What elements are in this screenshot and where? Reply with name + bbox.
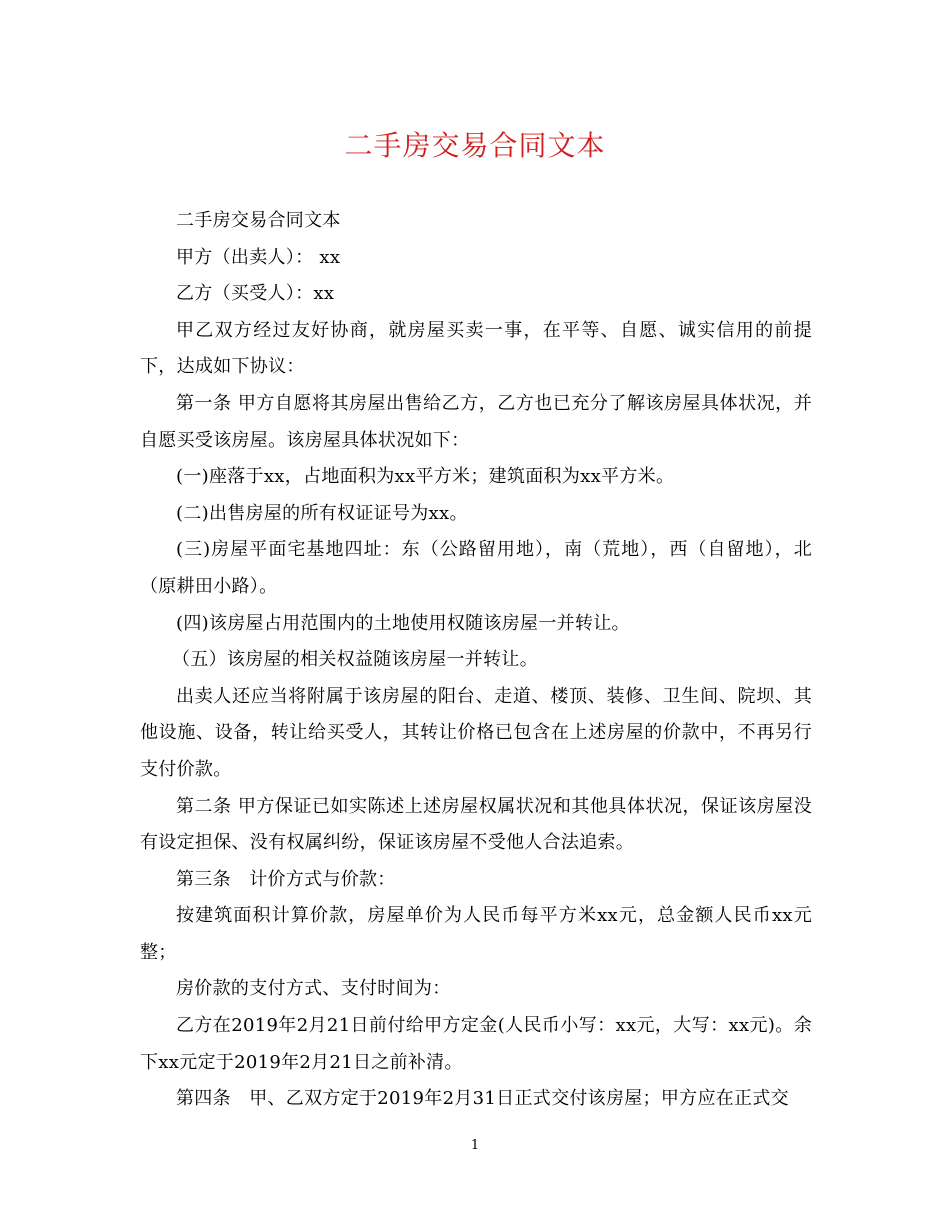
paragraph-article-3: 第三条 计价方式与价款： [176, 868, 396, 890]
paragraph-article-2: 第二条 甲方保证已如实陈述上述房屋权属状况和其他具体状况，保证该房屋没有设定担保、没有权属纠纷，保证该房屋不受他人合法追索。 [140, 795, 812, 854]
paragraph-payment-method: 房价款的支付方式、支付时间为： [176, 978, 451, 1000]
paragraph-item-3: (三)房屋平面宅基地四址：东（公路留用地），南（荒地），西（自留地），北（原耕田小路）。 [140, 539, 812, 597]
paragraph-item-1: (一)座落于xx，占地面积为xx平方米；建筑面积为xx平方米。 [176, 466, 675, 488]
document-title: 二手房交易合同文本 [344, 129, 606, 162]
paragraph-article-1: 第一条 甲方自愿将其房屋出售给乙方，乙方也已充分了解该房屋具体状况，并自愿买受该房屋。该房屋具体状况如下： [140, 392, 812, 451]
document-body [140, 203, 812, 1118]
page-number: 1 [470, 1138, 480, 1153]
paragraph-pricing: 按建筑面积计算价款，房屋单价为人民币每平方米xx元，总金额人民币xx元整； [140, 905, 812, 963]
paragraph-attachments: 出卖人还应当将附属于该房屋的阳台、走道、楼顶、装修、卫生间、院坝、其他设施、设备，转让给买受人，其转让价格已包含在上述房屋的价款中，不再另行支付价款。 [140, 685, 812, 780]
paragraph-deposit: 乙方在2019年2月21日前付给甲方定金(人民币小写：xx元，大写：xx元)。余下xx元定于2019年2月21日之前补清。 [140, 1015, 812, 1073]
paragraph-party-a: 甲方（出卖人）： xx [176, 246, 341, 268]
paragraph-item-5: （五）该房屋的相关权益随该房屋一并转让。 [172, 649, 538, 671]
paragraph-subtitle: 二手房交易合同文本 [176, 210, 341, 231]
paragraph-party-b: 乙方（买受人）：xx [176, 283, 335, 305]
paragraph-article-4: 第四条 甲、乙双方定于2019年2月31日正式交付该房屋；甲方应在正式交 [176, 1088, 789, 1110]
paragraph-item-2: (二)出售房屋的所有权证证号为xx。 [176, 502, 468, 524]
paragraph-item-4: (四)该房屋占用范围内的土地使用权随该房屋一并转让。 [176, 612, 630, 634]
paragraph-preamble: 甲乙双方经过友好协商，就房屋买卖一事，在平等、自愿、诚实信用的前提下，达成如下协议： [140, 319, 812, 378]
